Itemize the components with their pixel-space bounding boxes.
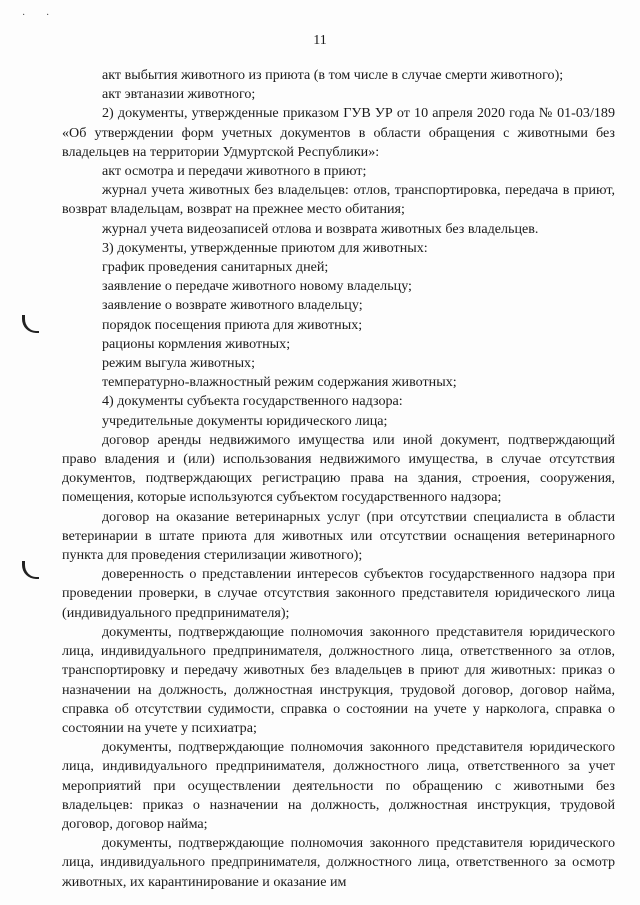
paragraph: режим выгула животных;	[102, 355, 256, 372]
paragraph: документы, подтверждающие полномочия законного представителя юридического лица, индивидуального предпринимателя, должностного лица, ответственного за учет мероприятий при осуществлении деятельности по обращению с животными без владельцев: приказ о назначении на должность, должностная инструкция, трудовой договор, договор найма;	[62, 739, 615, 832]
paragraph: учредительные документы юридического лица;	[102, 412, 388, 429]
document-body	[62, 66, 615, 892]
binder-hole-mark	[22, 561, 39, 579]
paragraph: документы, подтверждающие полномочия законного представителя юридического лица, индивидуального предпринимателя, должностного лица, ответственного за отлов, транспортировку и передачу животных без владельцев в приют для животных: приказ о назначении на должность, должностная инструкция, трудовой договор, договор найма, справка об отсутствии судимости, справка о состоянии на учете у нарколога, справка о состоянии на учете у психиатра;	[62, 623, 615, 736]
page-number: 11	[313, 33, 327, 48]
scan-speck-mark: ·	[46, 10, 50, 21]
paragraph: акт осмотра и передачи животного в приют;	[102, 163, 367, 180]
paragraph: 2) документы, утвержденные приказом ГУВ УР от 10 апреля 2020 года № 01-03/189 «Об утверждении форм учетных документов в области обращения с животными без владельцев на территории Удмуртской Республики»:	[62, 105, 615, 160]
paragraph: 4) документы субъекта государственного надзора:	[102, 393, 403, 410]
paragraph: 3) документы, утвержденные приютом для животных:	[102, 239, 428, 256]
paragraph: график проведения санитарных дней;	[102, 259, 329, 276]
paragraph: доверенность о представлении интересов субъектов государственного надзора при проведении проверки, в случае отсутствия законного представителя юридического лица (индивидуального предпринимателя);	[62, 566, 615, 621]
paragraph: журнал учета животных без владельцев: отлов, транспортировка, передача в приют, возврат владельцам, возврат на прежнее место обитания;	[62, 182, 615, 218]
paragraph: документы, подтверждающие полномочия законного представителя юридического лица, индивидуального предпринимателя, должностного лица, ответственного за осмотр животных, их карантинирование и оказание им	[62, 835, 615, 890]
paragraph: заявление о передаче животного новому владельцу;	[102, 278, 412, 295]
paragraph: договор аренды недвижимого имущества или иной документ, подтверждающий право владения и (или) использования недвижимого имущества, в случае отсутствия документов, подтверждающих регистрацию права на здания, строения, сооружения, помещения, которые используются субъектом государственного надзора;	[62, 431, 615, 506]
paragraph: акт выбытия животного из приюта (в том числе в случае смерти животного);	[102, 67, 564, 83]
paragraph: журнал учета видеозаписей отлова и возврата животных без владельцев.	[102, 220, 539, 237]
scan-speck-mark: ·	[22, 10, 26, 21]
paragraph: рационы кормления животных;	[102, 335, 291, 352]
paragraph: заявление о возврате животного владельцу;	[102, 297, 363, 314]
paragraph: порядок посещения приюта для животных;	[102, 316, 363, 333]
paragraph: договор на оказание ветеринарных услуг (при отсутствии специалиста в области ветеринарии в штате приюта для животных или отсутствии оснащения ветеринарного пункта для проведения стерилизации животного);	[62, 508, 615, 564]
paragraph: акт эвтаназии животного;	[102, 86, 256, 103]
paragraph: температурно-влажностный режим содержания животных;	[102, 374, 457, 391]
binder-hole-mark	[22, 315, 39, 333]
